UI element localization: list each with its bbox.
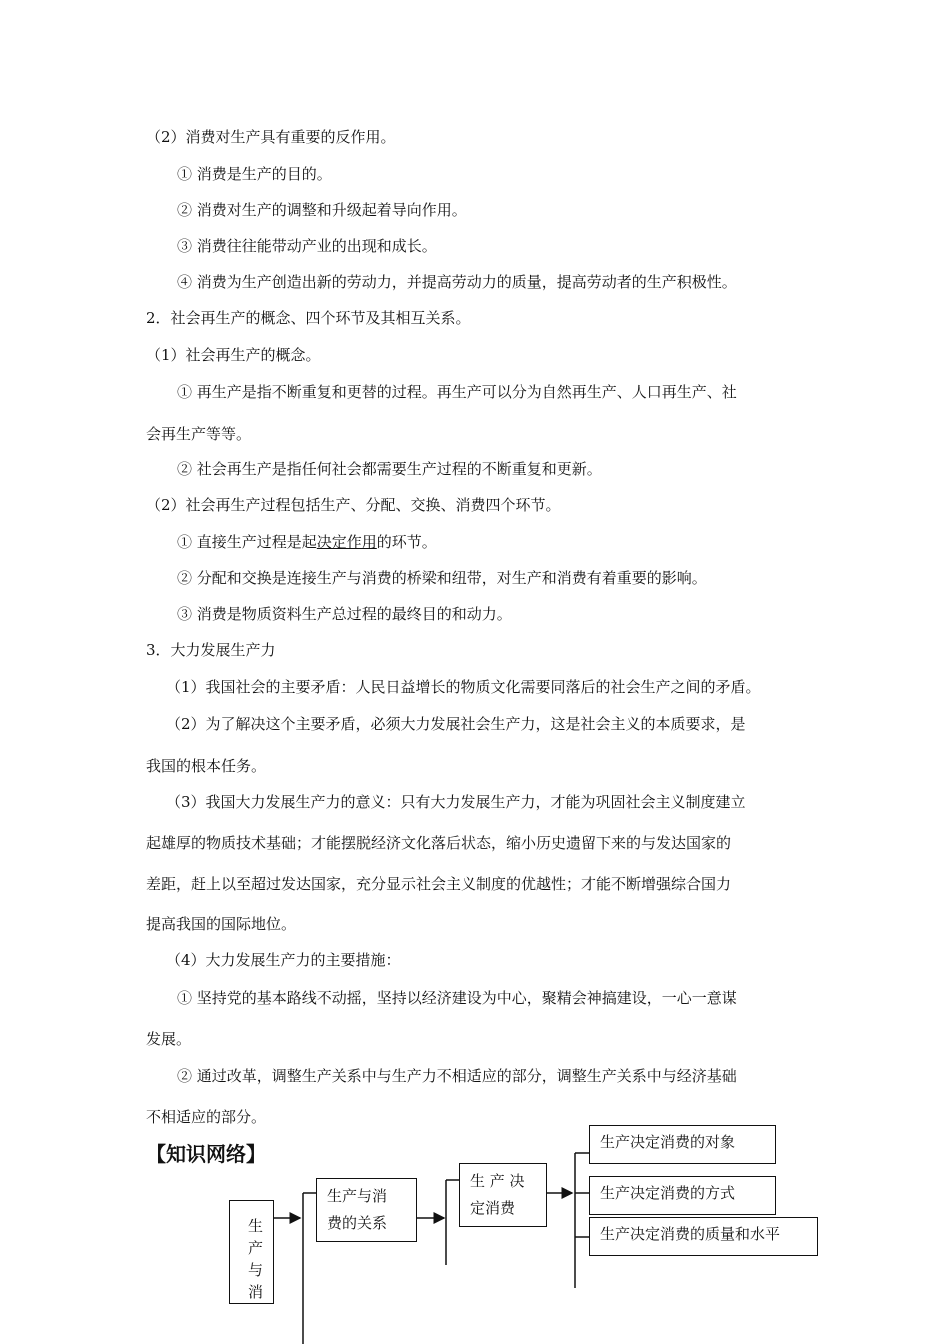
text-line-20: 起雄厚的物质技术基础；才能摆脱经济文化落后状态，缩小历史遗留下来的与发达国家的 xyxy=(146,834,732,852)
text-line-21: 差距，赶上以至超过发达国家，充分显示社会主义制度的优越性；才能不断增强综合国力 xyxy=(146,875,732,893)
text-line-14: ③ 消费是物质资料生产总过程的最终目的和动力。 xyxy=(177,605,512,623)
text-line-2: ① 消费是生产的目的。 xyxy=(177,165,332,183)
decide-line-1: 生 产 决 xyxy=(470,1172,525,1190)
text-line-27: 不相适应的部分。 xyxy=(146,1108,267,1126)
text-line-23: （4）大力发展生产力的主要措施： xyxy=(166,951,401,969)
consumption-object-box: 生产决定消费的对象 xyxy=(589,1125,776,1164)
knowledge-network-heading: 【知识网络】 xyxy=(146,1142,266,1166)
root-char: 产 xyxy=(248,1239,264,1257)
text-line-17: （2）为了解决这个主要矛盾，必须大力发展社会生产力，这是社会主义的本质要求，是 xyxy=(166,715,746,733)
text-line-3: ② 消费对生产的调整和升级起着导向作用。 xyxy=(177,201,467,219)
consumption-method-box: 生产决定消费的方式 xyxy=(589,1176,776,1215)
relation-line-1: 生产与消 xyxy=(327,1187,388,1205)
text-line-4: ③ 消费往往能带动产业的出现和成长。 xyxy=(177,237,437,255)
text-line-8: ① 再生产是指不断重复和更替的过程。再生产可以分为自然再生产、人口再生产、社 xyxy=(177,383,737,401)
text-line-5: ④ 消费为生产创造出新的劳动力，并提高劳动力的质量，提高劳动者的生产积极性。 xyxy=(177,273,737,291)
text-line-19: （3）我国大力发展生产力的意义：只有大力发展生产力，才能为巩固社会主义制度建立 xyxy=(166,793,746,811)
text-line-10: ② 社会再生产是指任何社会都需要生产过程的不断重复和更新。 xyxy=(177,460,602,478)
text-line-25: 发展。 xyxy=(146,1030,192,1048)
text-line-26: ② 通过改革，调整生产关系中与生产力不相适应的部分，调整生产关系中与经济基础 xyxy=(177,1067,737,1085)
production-consumption-box xyxy=(229,1200,274,1304)
decide-line-2: 定消费 xyxy=(470,1199,516,1217)
text-line-18: 我国的根本任务。 xyxy=(146,757,267,775)
text-line-24: ① 坚持党的基本路线不动摇，坚持以经济建设为中心，聚精会神搞建设，一心一意谋 xyxy=(177,989,737,1007)
text-line-13: ② 分配和交换是连接生产与消费的桥梁和纽带，对生产和消费有着重要的影响。 xyxy=(177,569,707,587)
text-line-16: （1）我国社会的主要矛盾：人民日益增长的物质文化需要同落后的社会生产之间的矛盾。 xyxy=(166,678,761,696)
text-line-9: 会再生产等等。 xyxy=(146,425,252,443)
text-line-6: 2．社会再生产的概念、四个环节及其相互关系。 xyxy=(146,309,471,327)
text-line-15: 3．大力发展生产力 xyxy=(146,641,276,659)
text-line-7: （1）社会再生产的概念。 xyxy=(146,346,321,364)
text-line-12: ① 直接生产过程是起决定作用的环节。 xyxy=(177,533,437,551)
relation-line-2: 费的关系 xyxy=(327,1214,388,1232)
relation-box xyxy=(316,1178,417,1242)
text-line-1: （2）消费对生产具有重要的反作用。 xyxy=(146,128,396,146)
root-char: 生 xyxy=(248,1217,264,1235)
underlined-term: 决定作用 xyxy=(316,533,377,551)
text-line-22: 提高我国的国际地位。 xyxy=(146,915,297,933)
consumption-quality-box: 生产决定消费的质量和水平 xyxy=(589,1217,818,1256)
root-char: 消 xyxy=(248,1283,264,1301)
text-line-11: （2）社会再生产过程包括生产、分配、交换、消费四个环节。 xyxy=(146,496,561,514)
root-char: 与 xyxy=(248,1261,264,1279)
decide-consumption-box xyxy=(459,1163,547,1227)
